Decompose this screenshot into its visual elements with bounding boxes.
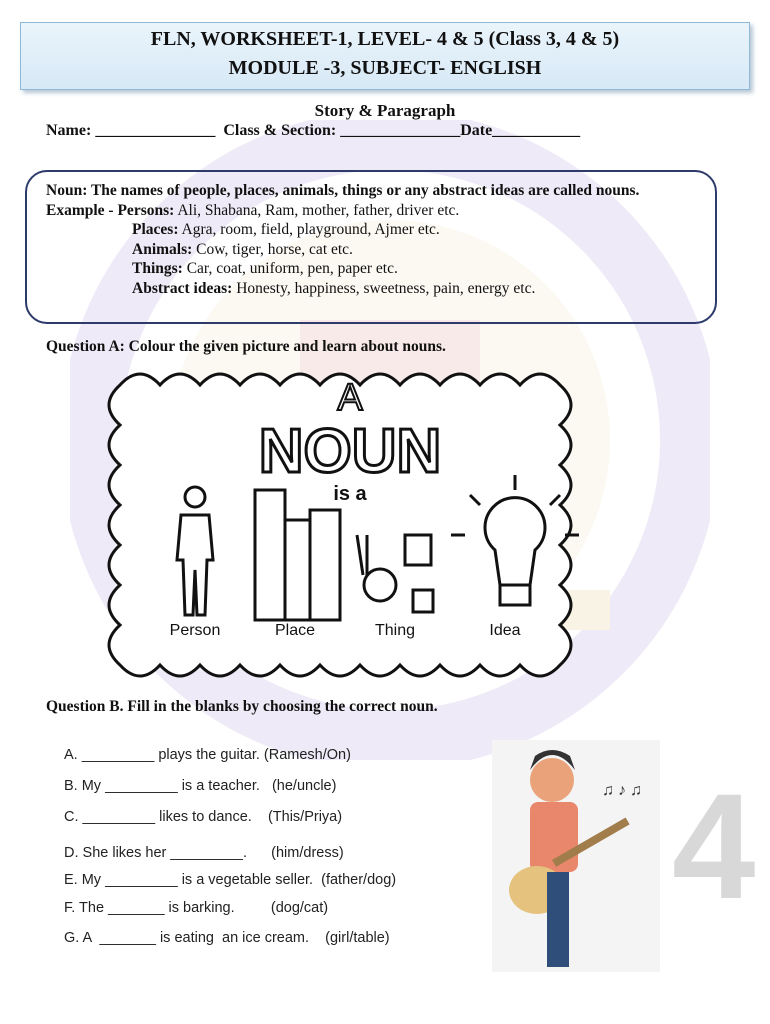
question-a: Question A: Colour the given picture and learn about nouns. [46,338,446,355]
guitar-player-image [492,740,660,972]
example-persons-text: Ali, Shabana, Ram, mother, father, driver etc. [174,201,460,219]
picture-a: A [337,377,363,419]
name-class-date-line: Name: _______________ Class & Section: _______________Date___________ [46,122,581,139]
example-animals-text: Cow, tiger, horse, cat etc. [192,240,353,258]
fill-item-d: D. She likes her _________. (him/dress) [64,845,344,861]
example-persons-label: Persons: [117,201,175,219]
label-place: Place [274,622,316,639]
example-ideas-text: Honesty, happiness, sweetness, pain, energy etc. [232,279,536,297]
picture-noun: NOUN [258,417,442,486]
label-thing: Thing [374,622,416,639]
fill-item-a: A. _________ plays the guitar. (Ramesh/On) [64,747,351,763]
header-line-1: FLN, WORKSHEET-1, LEVEL- 4 & 5 (Class 3, 4 & 5) [150,28,620,50]
decorative-number: 4 [672,762,756,930]
fill-item-f: F. The _______ is barking. (dog/cat) [64,900,329,916]
worksheet-header [20,22,750,90]
definition-text [46,181,706,298]
header-line-2: MODULE -3, SUBJECT- ENGLISH [228,57,542,79]
svg-text:♫ ♪ ♫: ♫ ♪ ♫ [602,782,642,799]
fill-item-c: C. _________ likes to dance. (This/Priya) [64,809,343,825]
example-animals-label: Animals: [132,240,193,258]
example-ideas-label: Abstract ideas: [132,279,233,297]
noun-definition: : The names of people, places, animals, things or any abstract ideas are called nouns. [82,182,640,199]
question-b: Question B. Fill in the blanks by choosing the correct noun. [46,698,438,715]
page-title: Story & Paragraph [314,101,456,120]
example-places-text: Agra, room, field, playground, Ajmer etc. [178,221,440,238]
fill-item-e: E. My _________ is a vegetable seller. (father/dog) [64,872,397,888]
example-things-text: Car, coat, uniform, pen, paper etc. [182,260,398,277]
label-idea: Idea [489,622,521,639]
fill-item-g: G. A _______ is eating an ice cream. (girl/table) [64,930,390,946]
label-person: Person [169,622,221,639]
example-places-label: Places: [132,221,179,238]
example-things-label: Things: [132,260,183,277]
example-label: Example - [46,201,118,219]
noun-label: Noun [46,182,83,199]
noun-picture [95,360,605,682]
fill-item-b: B. My _________ is a teacher. (he/uncle) [64,778,337,794]
picture-is-a: is a [333,483,367,505]
